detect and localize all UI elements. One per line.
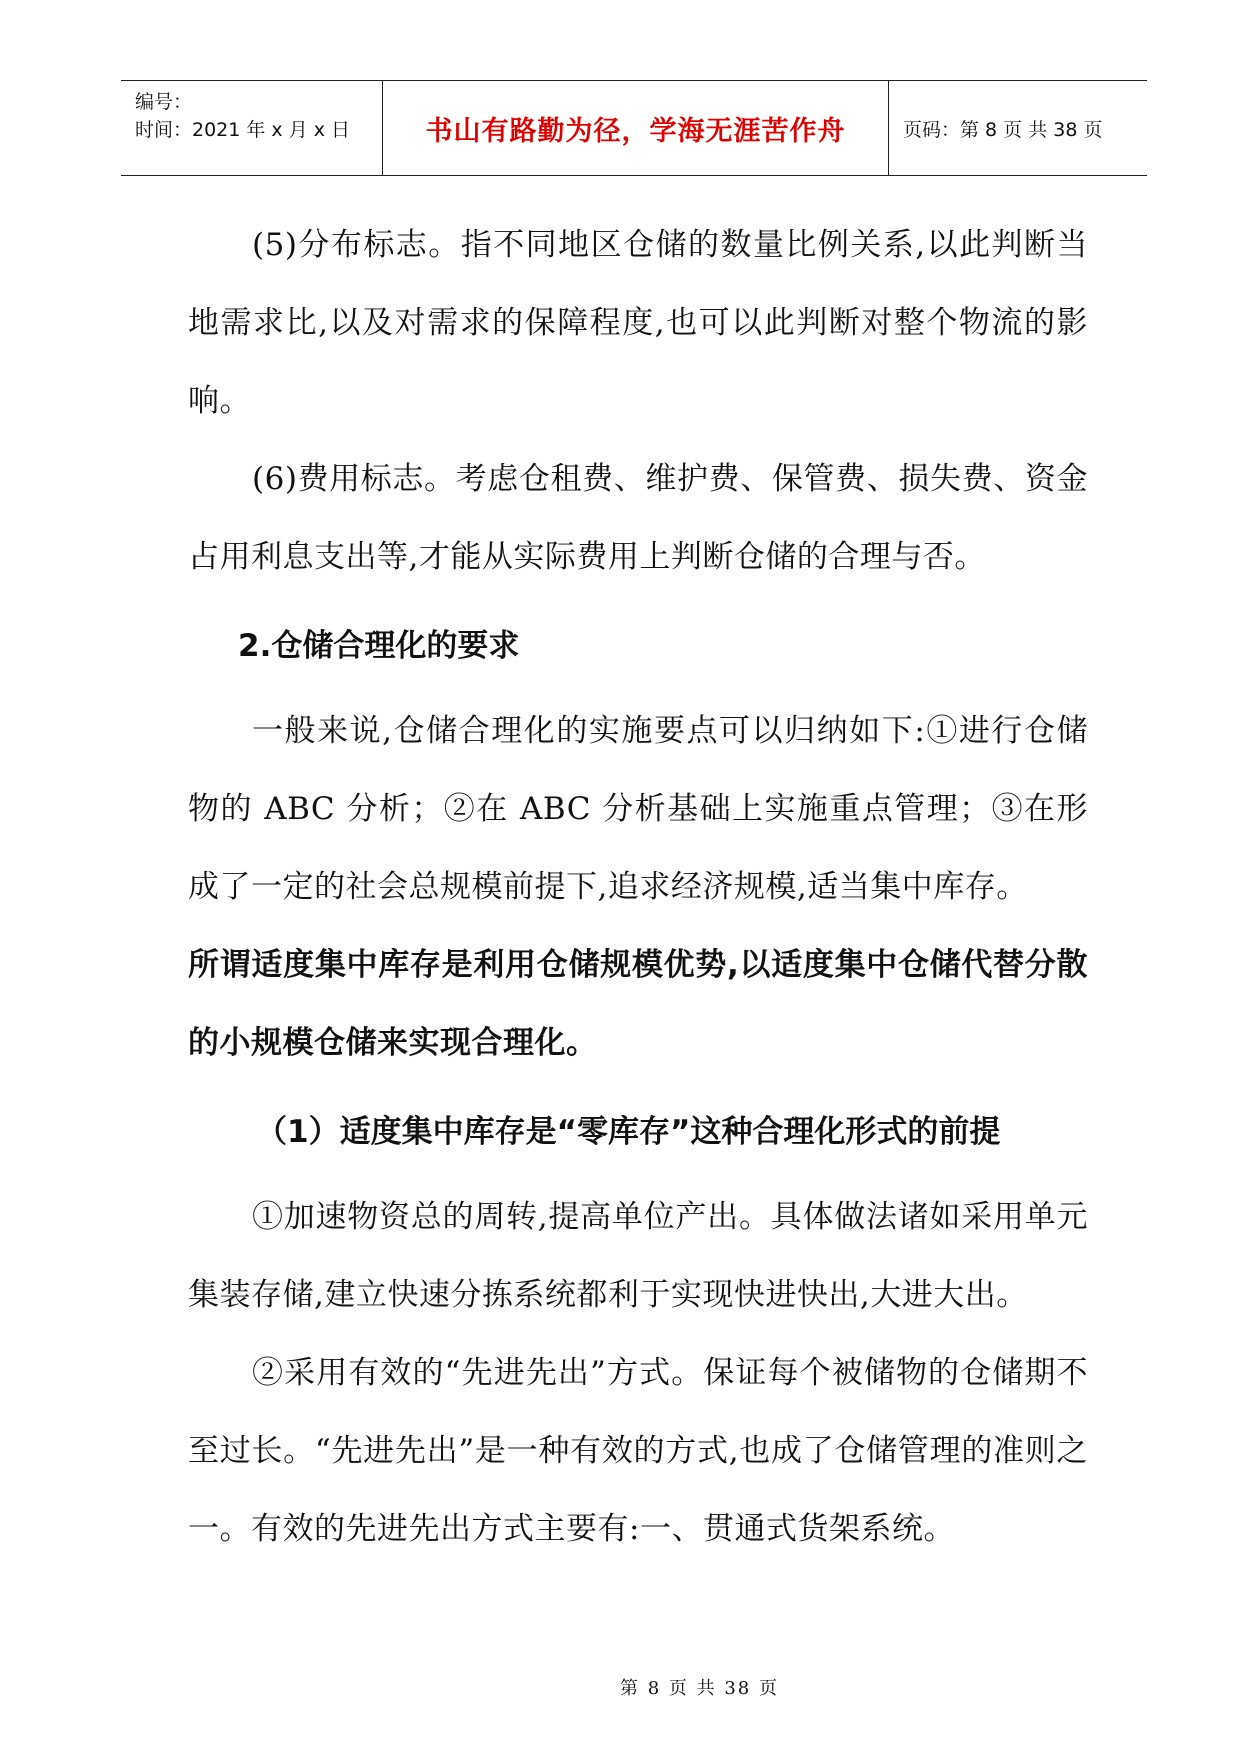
header-page-label: 页码：第 8 页 共 38 页 [903, 118, 1103, 141]
paragraph-centralized-storage: 所谓适度集中库存是利用仓储规模优势,以适度集中仓储代替分散的小规模仓储来实现合理化。 [188, 947, 1088, 1061]
paragraph-requirements: 一般来说,仓储合理化的实施要点可以归纳如下:①进行仓储物的 ABC 分析；②在 ABC 分析基础上实施重点管理；③在形成了一定的社会总规模前提下,追求经济规模,适当集中库存。 [188, 713, 1088, 905]
document-number-label: 编号： [135, 91, 193, 113]
paragraph-fifo: ②采用有效的“先进先出”方式。保证每个被储物的仓储期不至过长。“先进先出”是一种有效的方式,也成了仓储管理的准则之一。有效的先进先出方式主要有:一、贯通式货架系统。 [188, 1355, 1088, 1547]
subsection-heading-zero-inventory: （1）适度集中库存是“零库存”这种合理化形式的前提 [256, 1114, 1001, 1150]
header-info-cell [121, 81, 383, 175]
header-page-cell [889, 81, 1147, 175]
footer-page-number: 第 8 页 共 38 页 [620, 1678, 779, 1699]
header-motto-cell [383, 81, 889, 175]
paragraph-turnover: ①加速物资总的周转,提高单位产出。具体做法诸如采用单元集装存储,建立快速分拣系统都利于实现快进快出,大进大出。 [188, 1199, 1088, 1313]
header-table [121, 80, 1147, 176]
section-heading-requirements: 2.仓储合理化的要求 [238, 628, 520, 664]
paragraph-distribution: (5)分布标志。指不同地区仓储的数量比例关系,以此判断当地需求比,以及对需求的保障程度,也可以此判断对整个物流的影响。 [188, 227, 1088, 419]
page-footer [0, 1674, 1241, 1700]
paragraph-cost: (6)费用标志。考虑仓租费、维护费、保管费、损失费、资金占用利息支出等,才能从实际费用上判断仓储的合理与否。 [188, 461, 1088, 575]
document-time-label: 时间：2021 年 x 月 x 日 [135, 119, 351, 141]
header-motto: 书山有路勤为径，学海无涯苦作舟 [425, 115, 846, 147]
